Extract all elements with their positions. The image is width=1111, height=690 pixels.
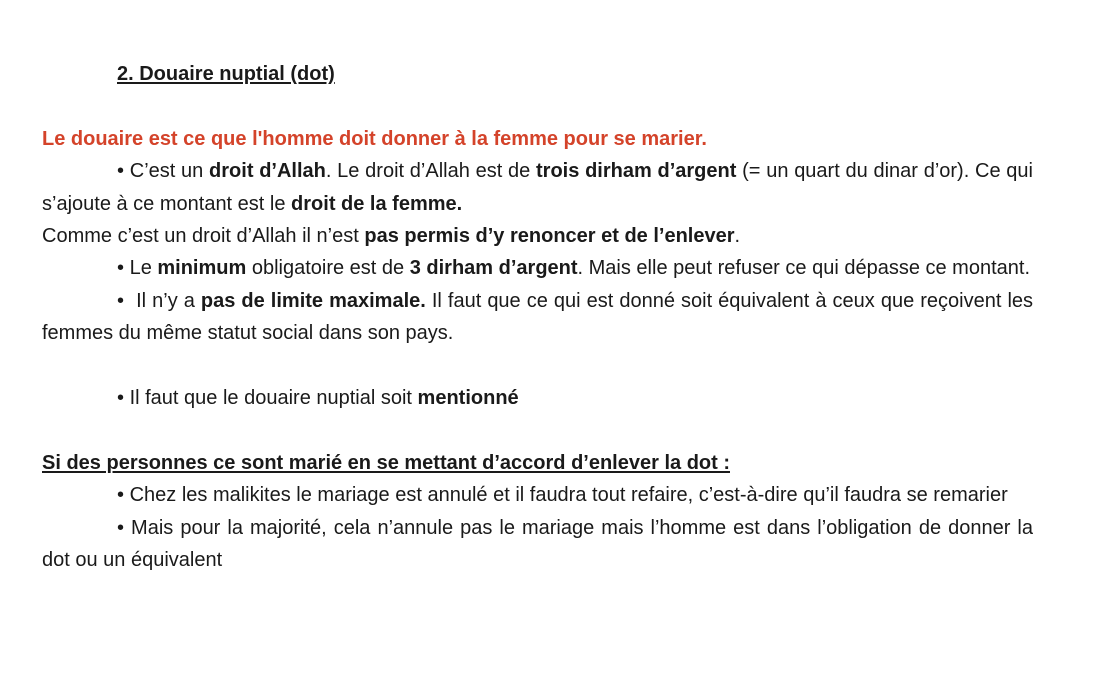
- text-run: Comme c’est un droit d’Allah il n’est: [42, 225, 365, 248]
- text-run: Chez les malikites le mariage est annulé et il faudra tout refaire, c’est-à-dire qu’il faudra se remarier: [124, 484, 1008, 507]
- bold-run: 3 dirham d’argent: [409, 257, 578, 280]
- paragraph-limite-maximale: [42, 285, 1033, 350]
- bold-run: pas de limite maximale.: [200, 289, 426, 312]
- bullet-icon: •: [117, 387, 125, 410]
- document-page: [42, 58, 1033, 576]
- paragraph-mentionne: [42, 382, 1033, 414]
- bullet-icon: •: [117, 289, 125, 312]
- subheading-enlever-dot: Si des personnes ce sont marié en se mettant d’accord d’enlever la dot :: [42, 451, 730, 474]
- blank-line: [42, 90, 1033, 122]
- bullet-icon: •: [117, 516, 125, 539]
- paragraph-malikites: [42, 479, 1033, 511]
- text-run: Il faut que le douaire nuptial soit: [124, 387, 418, 410]
- text-run: Le: [124, 257, 158, 280]
- bold-run: droit d’Allah: [209, 160, 326, 183]
- text-run: . Le droit d’Allah est de: [325, 160, 536, 183]
- text-run: Il n’y a: [124, 289, 201, 312]
- bold-run: pas permis d’y renoncer et de l’enlever: [364, 225, 735, 248]
- text-run: Il faut que ce qui est donné soit équivalent à ceux que reçoivent les femmes du même statut social dans son pays.: [42, 289, 1034, 345]
- paragraph-minimum: [42, 252, 1033, 284]
- text-run: obligatoire est de: [246, 257, 410, 280]
- text-run: . Mais elle peut refuser ce qui dépasse ce montant.: [577, 257, 1031, 280]
- text-run: (= un quart du dinar d’or). Ce qui s’ajoute à ce montant est le: [42, 160, 1034, 215]
- text-run: C’est un: [124, 160, 210, 183]
- bold-run: mentionné: [417, 387, 519, 410]
- text-run: Mais pour la majorité, cela n’annule pas le mariage mais l’homme est dans l’obligation de donner la dot ou un équivalent: [42, 516, 1033, 572]
- paragraph-droit-allah: [42, 155, 1033, 220]
- paragraph-majorite: [42, 512, 1033, 577]
- bold-run: trois dirham d’argent: [536, 160, 737, 183]
- section-title: 2. Douaire nuptial (dot): [117, 63, 335, 85]
- text-run: .: [734, 225, 741, 248]
- bullet-icon: •: [117, 484, 125, 507]
- blank-line: [42, 350, 1033, 382]
- bold-run: minimum: [157, 257, 247, 280]
- bullet-icon: •: [117, 160, 125, 183]
- blank-line: [42, 414, 1033, 446]
- bullet-icon: •: [117, 257, 125, 280]
- bold-run: droit de la femme.: [291, 192, 463, 215]
- intro-sentence: Le douaire est ce que l'homme doit donner à la femme pour se marier.: [42, 127, 707, 150]
- paragraph-renoncer: [42, 220, 1033, 252]
